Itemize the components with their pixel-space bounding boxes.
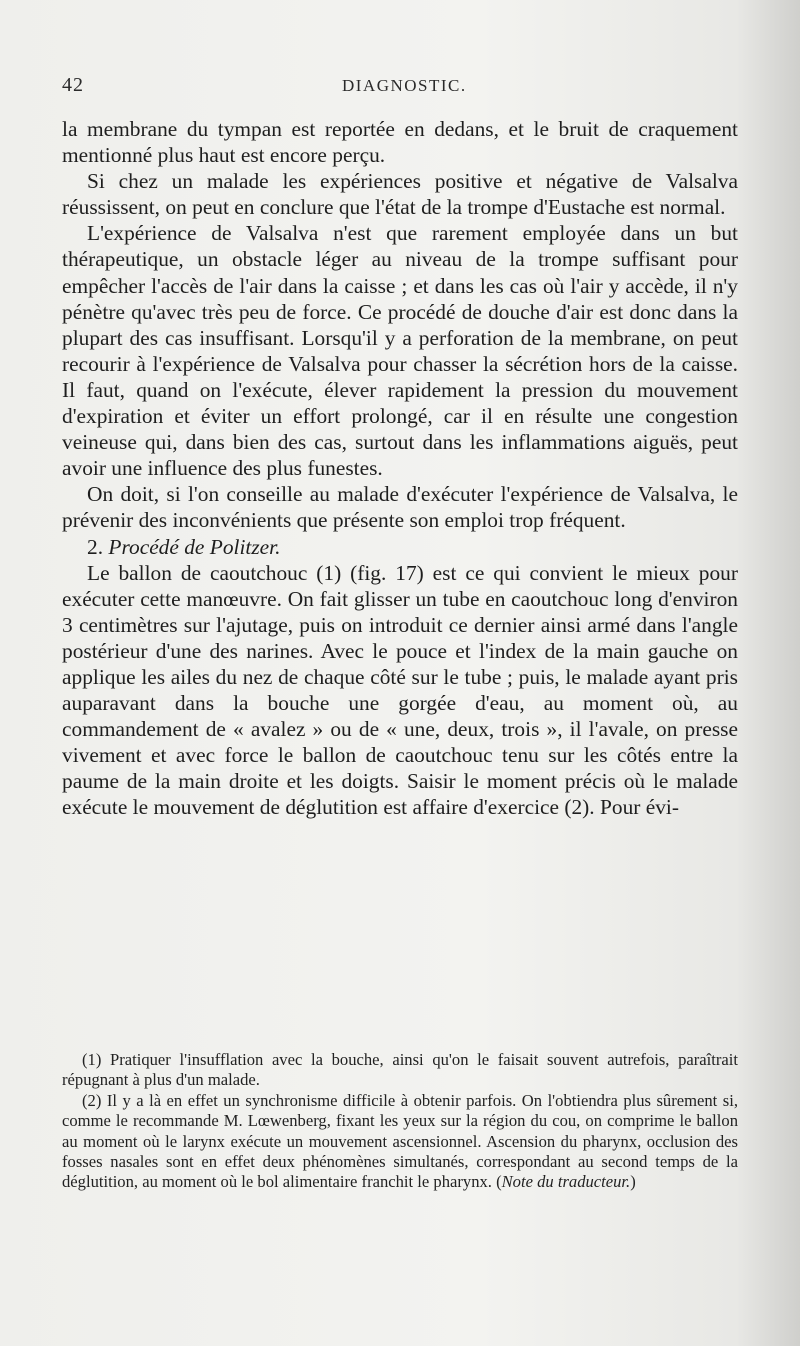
footnote-1: (1) Pratiquer l'insufflation avec la bouche, ainsi qu'on le faisait souvent autrefois, paraîtrait répugnant à plus d'un malade. [62, 1050, 738, 1090]
footnote-2-close: ) [630, 1172, 636, 1192]
footnote-2-text: (2) Il y a là en effet un synchronisme difficile à obtenir parfois. On l'obtiendra plus sûrement si, comme le recommande M. Lœwenberg, fixant les yeux sur la région du cou, on comprime le ballon au moment où le larynx exécute un mouvement ascensionnel. Ascension du pharynx, occlusion des fosses nasales sont en effet deux phénomènes simultanés, correspondant au second temps de la déglutition, au moment où le bol alimentaire franchit le pharynx. ( [62, 1090, 738, 1192]
paragraph-1: la membrane du tympan est reportée en dedans, et le bruit de craquement mentionné plus haut est encore perçu. [62, 117, 738, 168]
page-header [62, 74, 738, 102]
paragraph-5: Le ballon de caoutchouc (1) (fig. 17) est ce qui convient le mieux pour exécuter cette manœuvre. On fait glisser un tube en caoutchouc long d'environ 3 centimètres sur l'ajutage, puis on introduit ce dernier ainsi armé dans l'angle postérieur d'une des narines. Avec le pouce et l'index de la main gauche on applique les ailes du nez de chaque côté sur le tube ; puis, le malade ayant pris auparavant dans la bouche une gorgée d'eau, au moment où, au commandement de « avalez » ou de « une, deux, trois », il l'avale, on presse vivement et avec force le ballon de caoutchouc tenu sur les côtés entre la paume de la main droite et les doigts. Saisir le moment précis où le malade exécute le mouvement de déglutition est affaire d'exercice (2). Pour évi- [62, 560, 738, 820]
footnote-2 [62, 1091, 738, 1193]
section-heading [62, 534, 738, 560]
footnotes [62, 1050, 738, 1193]
page-number: 42 [62, 74, 84, 96]
paragraph-3: L'expérience de Valsalva n'est que rarement employée dans un but thérapeutique, un obstacle léger au niveau de la trompe suffisant pour empêcher l'accès de l'air dans la caisse ; et dans les cas où l'air y accède, il n'y pénètre qu'avec très peu de force. Ce procédé de douche d'air est donc dans la plupart des cas insuffisant. Lorsqu'il y a perforation de la membrane, on peut recourir à l'expérience de Valsalva pour chasser la sécrétion hors de la caisse. Il faut, quand on l'exécute, élever rapidement la pression du mouvement d'expiration et éviter un effort prolongé, car il en résulte une congestion veineuse qui, dans bien des cas, surtout dans les inflammations aiguës, peut avoir une influence des plus funestes. [62, 221, 738, 481]
section-number: 2. [87, 534, 104, 559]
footnote-2-attribution: Note du traducteur. [501, 1172, 631, 1192]
section-title: Procédé de Politzer. [108, 534, 281, 559]
main-text [62, 116, 738, 821]
paragraph-2: Si chez un malade les expériences positive et négative de Valsalva réussissent, on peut en conclure que l'état de la trompe d'Eustache est normal. [62, 169, 738, 220]
paragraph-4: On doit, si l'on conseille au malade d'exécuter l'expérience de Valsalva, le prévenir des inconvénients que présente son emploi trop fréquent. [62, 482, 738, 533]
running-title: DIAGNOSTIC. [342, 76, 467, 95]
